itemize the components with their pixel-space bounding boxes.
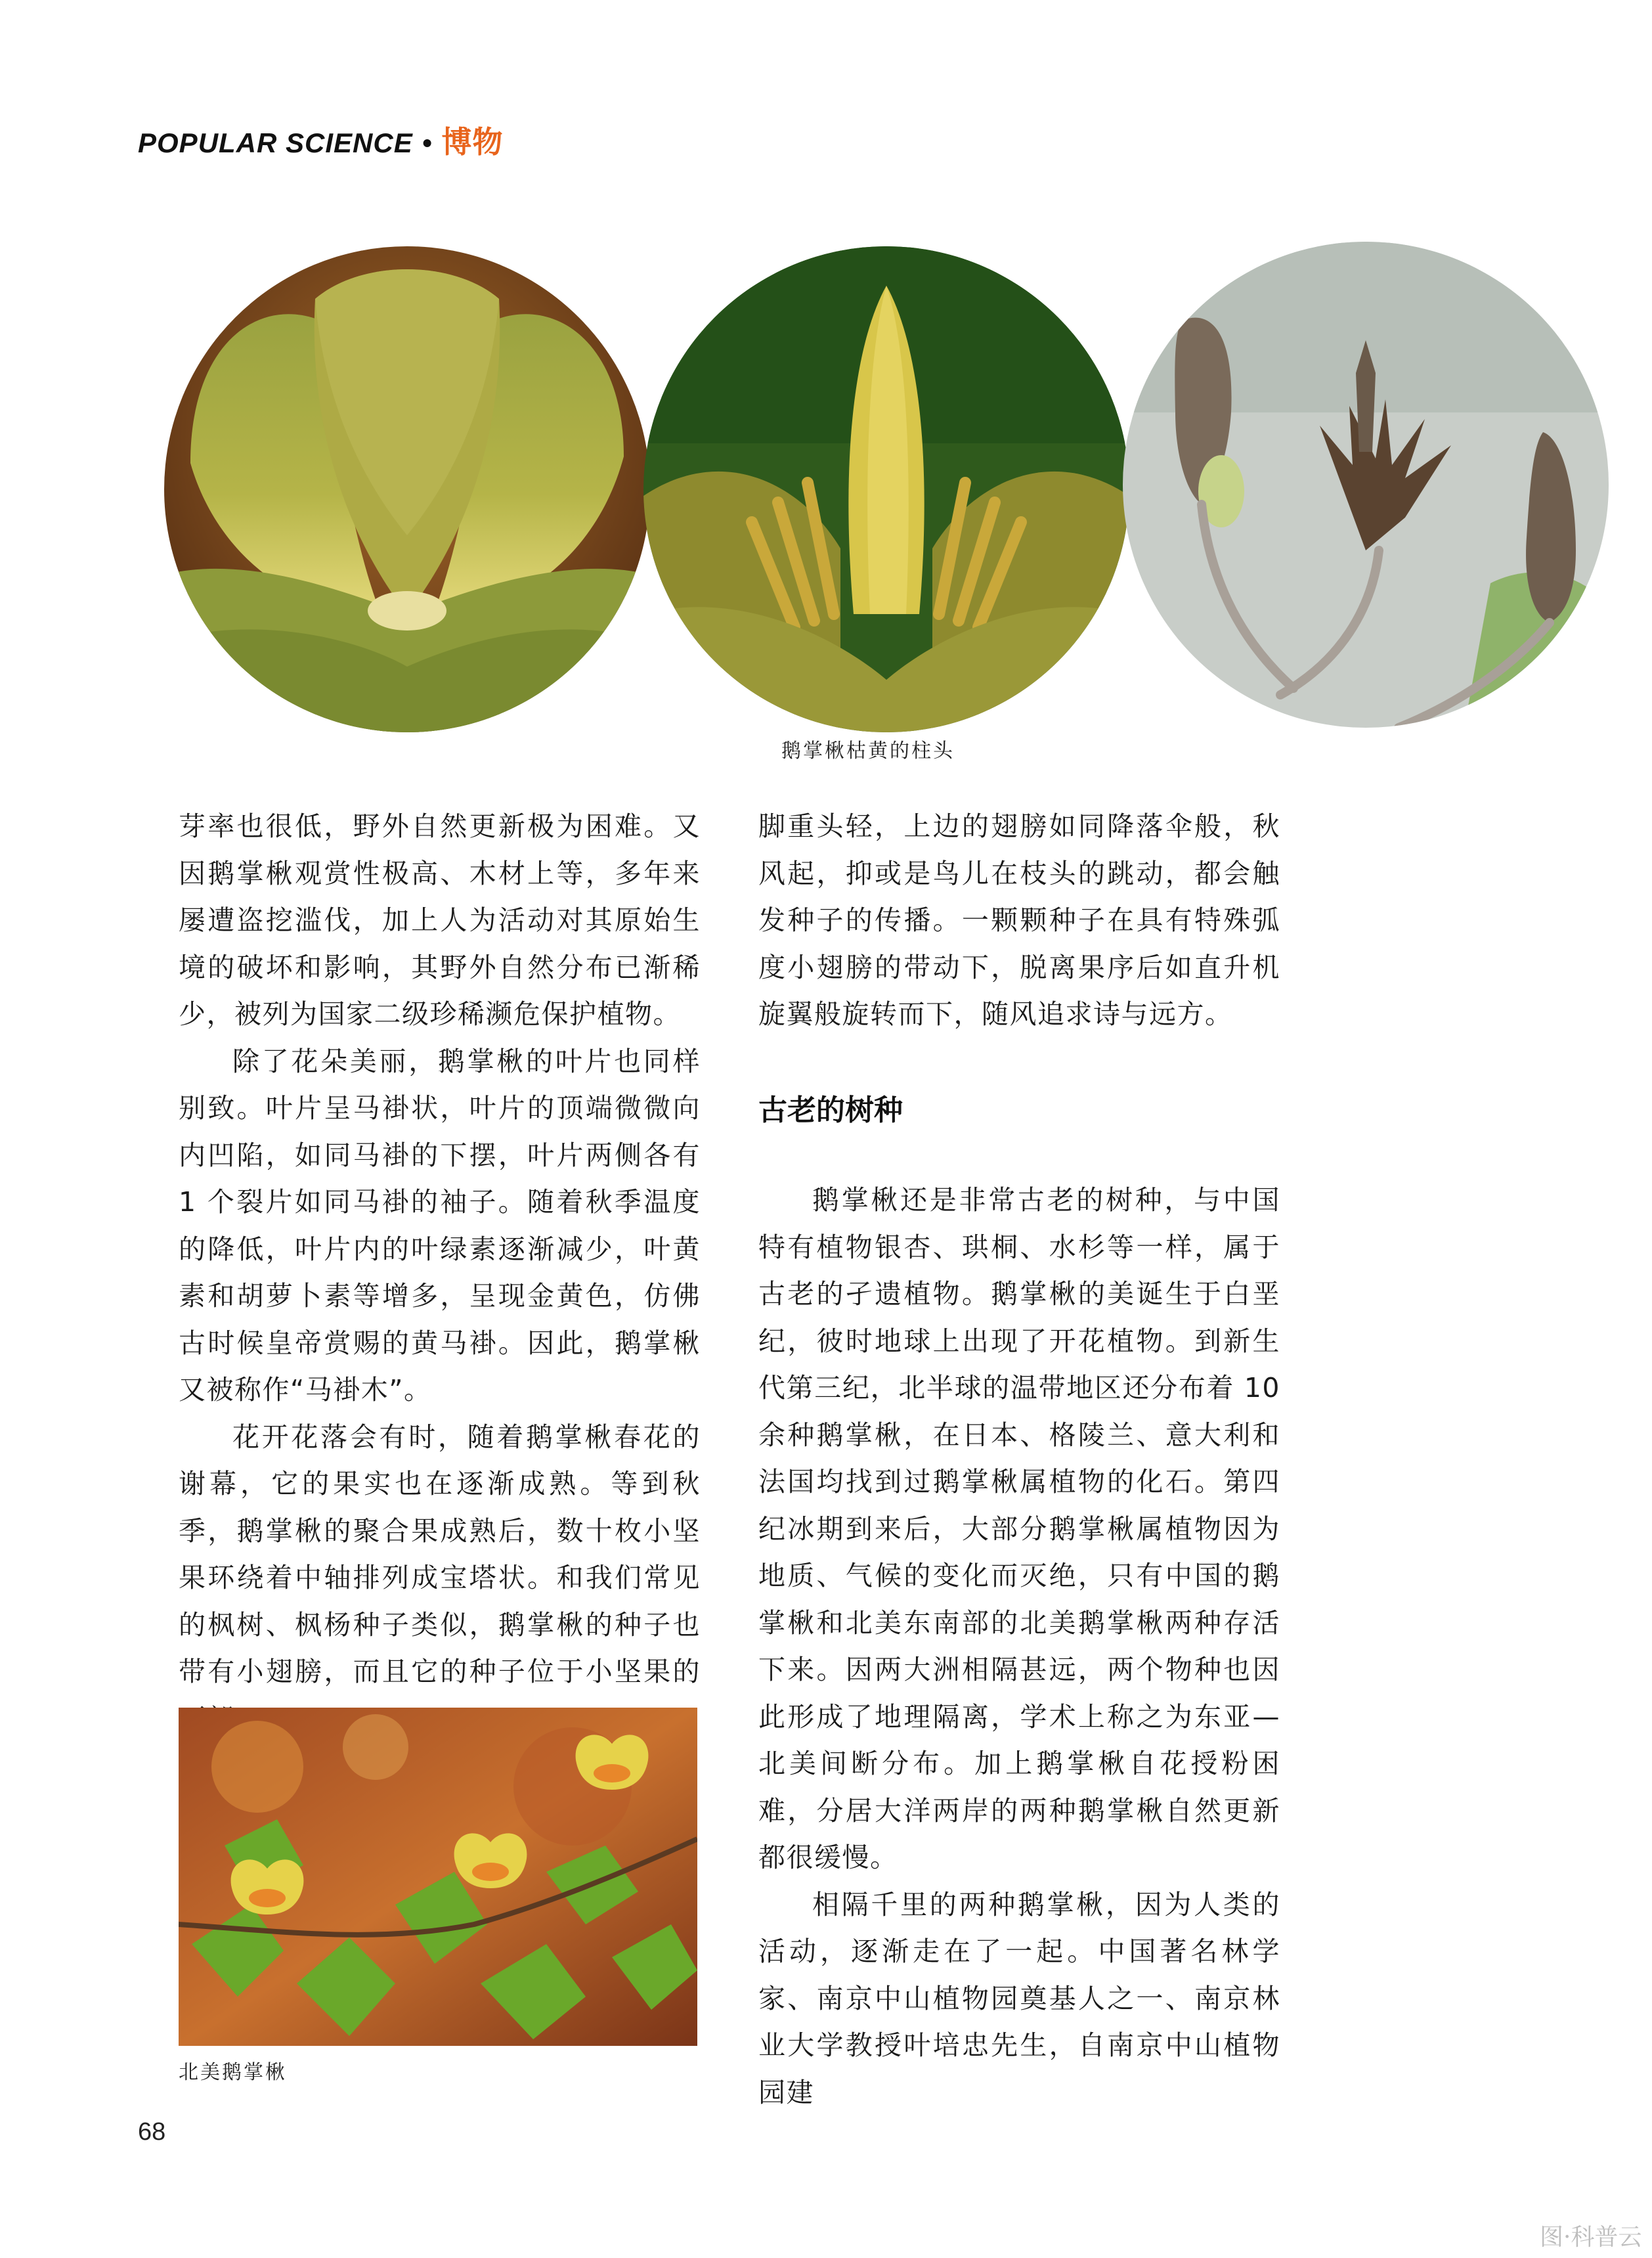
left-column	[179, 803, 701, 1742]
tulip-tree-image	[179, 1708, 697, 2046]
left-paragraph-2: 除了花朵美丽，鹅掌楸的叶片也同样别致。叶片呈马褂状，叶片的顶端微微向内凹陷，如同马褂的下摆，叶片两侧各有 1 个裂片如同马褂的袖子。随着秋季温度的降低，叶片内的叶绿素逐渐减少，叶黄素和胡萝卜素等增多，呈现金黄色，仿佛古时候皇帝赏赐的黄马褂。因此，鹅掌楸又被称作“马褂木”。	[179, 1045, 701, 1406]
photo-caption-bottom: 北美鹅掌楸	[179, 2061, 287, 2084]
stigma-photo	[643, 246, 1129, 732]
stigma-photo-circle	[643, 246, 1129, 732]
flower-photo	[164, 246, 650, 732]
left-paragraph-1: 芽率也很低，野外自然更新极为困难。又因鹅掌楸观赏性极高、木材上等，多年来屡遭盗挖滥伐，加上人为活动对其原始生境的破坏和影响，其野外自然分布已渐稀少，被列为国家二级珍稀濒危保护植物。	[179, 810, 701, 1030]
left-paragraph-3: 花开花落会有时，随着鹅掌楸春花的谢幕，它的果实也在逐渐成熟。等到秋季，鹅掌楸的聚合果成熟后，数十枚小坚果环绕着中轴排列成宝塔状。和我们常见的枫树、枫杨种子类似，鹅掌楸的种子也带有小翅膀，而且它的种子位于小坚果的	[179, 1421, 701, 1687]
fruit-photo-circle	[1123, 242, 1609, 728]
magazine-brand: POPULAR SCIENCE	[138, 127, 413, 158]
right-paragraph-2: 相隔千里的两种鹅掌楸，因为人类的活动，逐渐走在了一起。中国著名林学家、南京中山植物园奠基人之一、南京林业大学教授叶培忠先生，自南京中山植物园建	[758, 1888, 1280, 2108]
flower-photo-circle	[164, 246, 650, 732]
right-column	[758, 1177, 1280, 2116]
section-title: 博物	[441, 124, 504, 160]
tulip-tree-photo	[179, 1708, 697, 2046]
page-number: 68	[138, 2118, 166, 2146]
header-separator: •	[422, 127, 433, 158]
right-intro-paragraph: 脚重头轻，上边的翅膀如同降落伞般，秋风起，抑或是鸟儿在枝头的跳动，都会触发种子的传播。一颗颗种子在具有特殊弧度小翅膀的带动下，脱离果序后如直升机旋翼般旋转而下，随风追求诗与远方。	[758, 810, 1280, 1030]
page-header	[138, 118, 503, 162]
photo-caption-top: 鹅掌楸枯黄的柱头	[781, 740, 955, 763]
source-watermark: 图·科普云	[1540, 2224, 1642, 2251]
fruit-photo	[1123, 242, 1609, 728]
section-subheading: 古老的树种	[758, 1094, 903, 1127]
right-paragraph-1: 鹅掌楸还是非常古老的树种，与中国特有植物银杏、珙桐、水杉等一样，属于古老的孑遗植物。鹅掌楸的美诞生于白垩纪，彼时地球上出现了开花植物。到新生代第三纪，北半球的温带地区还分布着 10 余种鹅掌楸，在日本、格陵兰、意大利和法国均找到过鹅掌楸属植物的化石。第四纪冰期到来后，大部分鹅掌楸属植物因为地质、气候的变化而灭绝，只有中国的鹅掌楸和北美东南部的北美鹅掌楸两种存活下来。因两大洲相隔甚远，两个物种也因此形成了地理隔离，学术上称之为东亚—北美间断分布。加上鹅掌楸自花授粉困难，分居大洋两岸的两种鹅掌楸自然更新都很缓慢。	[758, 1184, 1280, 1873]
right-column-intro	[758, 803, 1280, 1038]
